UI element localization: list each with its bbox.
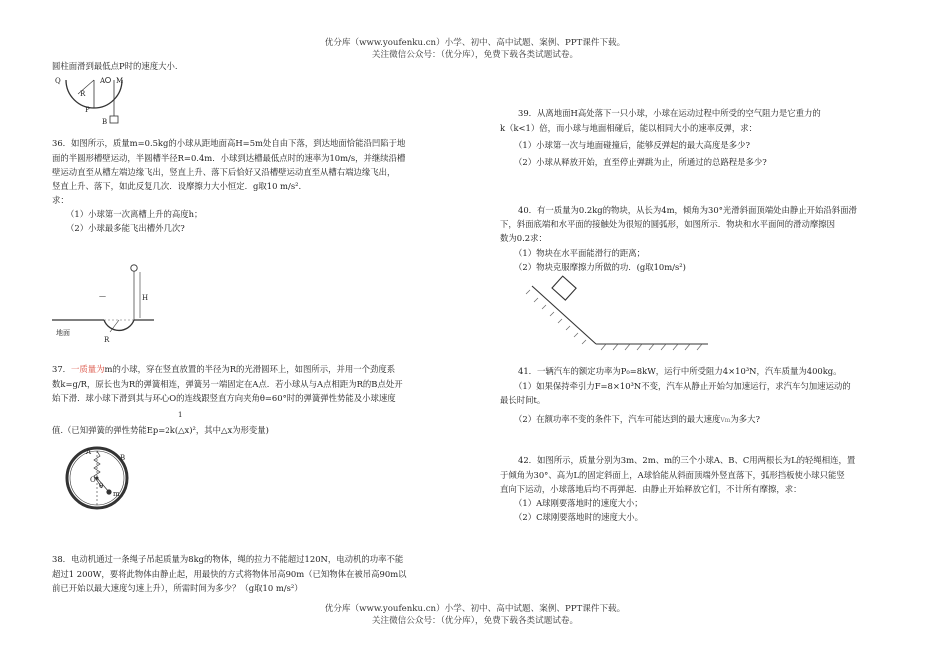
q40-line-2: 下，斜面底端和水平面的接触处为很短的圆弧形，如图所示．物块和水平面间的滑动摩擦因 bbox=[500, 219, 835, 229]
q37-line-1-text: m的小球，穿在竖直放置的半径为R的光滑圆环上，如图所示，并用一个劲度系 bbox=[104, 364, 396, 374]
q37-line-4 bbox=[52, 424, 269, 439]
fig35-label-Q: Q bbox=[55, 77, 61, 85]
q42-line-2: 于倾角为30°、高为L的固定斜面上，A球恰能从斜面顶端外竖直落下，弧形挡板使小球只能竖 bbox=[500, 470, 845, 480]
q41-line-4-text: （2）在额功率不变的条件下，汽车可能达到的最大速度 bbox=[514, 414, 721, 424]
q39-line-2: k（k<1）倍，而小球与地面相碰后，能以相同大小的速率反弹，求： bbox=[500, 123, 757, 133]
fig37-label-B: B bbox=[120, 454, 126, 462]
q39-sub-1: （1）小球第一次与地面碰撞后，能够反弹起的最大高度是多少? bbox=[514, 140, 750, 150]
q40-sub-2: （2）物块克服摩擦力所做的功．(g取10m/s²) bbox=[514, 262, 686, 272]
fig35-label-A: A bbox=[100, 77, 106, 85]
q37-line-2: 数k=g/R，原长也为R的弹簧相连，弹簧另一端固定在A点．若小球从与A点相距为R的B点处开 bbox=[52, 379, 403, 389]
page-header-line-2: 关注微信公众号：（优分库），免费下载各类试题试卷。 bbox=[371, 50, 579, 60]
q41-line-1: 41．一辆汽车的额定功率为P₀=8kW，运行中所受阻力4×10³N，汽车质量为400kg。 bbox=[518, 366, 842, 376]
q42-line-1: 42．如图所示，质量分别为3m、2m、m的三个小球A、B、C用两根长为L的轻绳相连，置 bbox=[518, 455, 856, 465]
q36-sub-2: （2）小球最多能飞出槽外几次? bbox=[66, 223, 185, 233]
q36-sub-1: （1）小球第一次离槽上升的高度h； bbox=[66, 209, 203, 219]
fig37-label-O: O bbox=[90, 476, 96, 484]
page-footer-line-1: 优分库（www.youfenku.cn）小学、初中、高中试题、案例、PPT课件下载。 bbox=[324, 604, 626, 614]
fig36-label-ground: 地面 bbox=[56, 329, 70, 337]
q39-sub-2: （2）小球从释放开始，直至停止弹跳为止，所通过的总路程是多少? bbox=[514, 157, 767, 167]
q41-line-3: 最长时间t。 bbox=[500, 395, 546, 405]
q36-line-3: 壁运动直至从槽左端边缘飞出，竖直上升、落下后恰好又沿槽壁运动直至从槽右端边缘飞出， bbox=[52, 167, 396, 177]
q36-line-4: 竖直上升、落下，如此反复几次．设摩擦力大小恒定．g取10 m/s². bbox=[52, 181, 302, 191]
figure-36 bbox=[52, 262, 162, 352]
fig35-label-R: R bbox=[80, 90, 86, 98]
fig35-label-P: P bbox=[85, 106, 90, 114]
q42-sub-1: （1）A球刚要落地时的速度大小； bbox=[514, 498, 643, 508]
q41-vm: Vm bbox=[720, 417, 731, 424]
q38-line-1: 38．电动机通过一条绳子吊起质量为8kg的物体，绳的拉力不能超过120N，电动机的功率不能 bbox=[52, 554, 404, 564]
page-footer-line-2: 关注微信公众号：（优分库），免费下载各类试题试卷。 bbox=[371, 616, 579, 626]
q37-number: 37． bbox=[52, 364, 72, 374]
figure-35 bbox=[50, 74, 130, 132]
q37-fraction-numerator: 1 bbox=[178, 411, 183, 419]
q36-line-5: 求： bbox=[52, 195, 69, 205]
q41-line-4-text-b: 为多大? bbox=[730, 414, 760, 424]
q37-line-4-text: 值.（已知弹簧的弹性势能Ep= bbox=[52, 425, 166, 435]
q42-sub-2: （2）C球刚要落地时的速度大小。 bbox=[514, 512, 643, 522]
q39-line-1: 39．从离地面H高处落下一只小球，小球在运动过程中所受的空气阻力是它重力的 bbox=[518, 108, 821, 118]
q37-highlight: 一质量为 bbox=[71, 364, 105, 374]
fig37-label-theta: θ bbox=[99, 482, 104, 490]
q40-sub-1: （1）物块在水平面能滑行的距离； bbox=[514, 248, 645, 258]
q36-line-2: 面的半圆形槽壁运动，半圆槽半径R=0.4m．小球到达槽最低点时的速率为10m/s，并继续沿槽 bbox=[52, 153, 406, 163]
q41-line-2: （1）如果保持牵引力F=8×10³N不变，汽车从静止开始匀加速运行，求汽车匀加速运动的 bbox=[514, 381, 851, 391]
q38-line-3: 前已开始以最大速度匀速上升），所需时间为多少？（g取10 m/s²） bbox=[52, 583, 303, 593]
figure-37 bbox=[52, 446, 142, 510]
q41-line-4 bbox=[514, 413, 760, 428]
q37-fraction-denominator: 2 bbox=[165, 427, 170, 435]
fig36-label-R: R bbox=[104, 336, 110, 344]
q36-line-1: 36．如图所示，质量m=0.5kg的小球从距地面高H=5m处自由下落，到达地面恰能沿凹陷于地 bbox=[52, 138, 406, 148]
q37-line-3: 始下滑．球小球下滑到其与环心O的连线跟竖直方向夹角θ=60°时的弹簧弹性势能及小球速度 bbox=[52, 393, 396, 403]
fig37-label-A: A bbox=[86, 448, 92, 456]
q38-line-2: 超过1 200W，要将此物体由静止起，用最快的方式将物体吊高90m（已知物体在被吊高90m以 bbox=[52, 569, 407, 579]
fig36-dash: — bbox=[99, 292, 106, 300]
q40-line-3: 数为0.2求： bbox=[500, 233, 547, 243]
q37-line-1 bbox=[52, 363, 395, 377]
fig35-label-M: M bbox=[116, 77, 124, 85]
q35-tail: 圆柱面滑到最低点P时的速度大小. bbox=[52, 61, 178, 71]
page-header-line-1: 优分库（www.youfenku.cn）小学、初中、高中试题、案例、PPT课件下载。 bbox=[324, 38, 626, 48]
fig37-label-m: m bbox=[113, 490, 120, 498]
fig35-label-B: B bbox=[102, 118, 108, 126]
q40-line-1: 40．有一质量为0.2kg的物块，从长为4m，倾角为30°光滑斜面顶端处由静止开始沿斜面滑 bbox=[518, 205, 857, 215]
fig36-label-H: H bbox=[142, 294, 149, 302]
q37-line-4-text-b: k(△x)²，其中△x为形变量) bbox=[169, 425, 269, 435]
q42-line-3: 直向下运动，小球落地后均不再弹起．由静止开始释放它们，不计所有摩擦，求： bbox=[500, 484, 802, 494]
figure-40 bbox=[512, 276, 712, 352]
